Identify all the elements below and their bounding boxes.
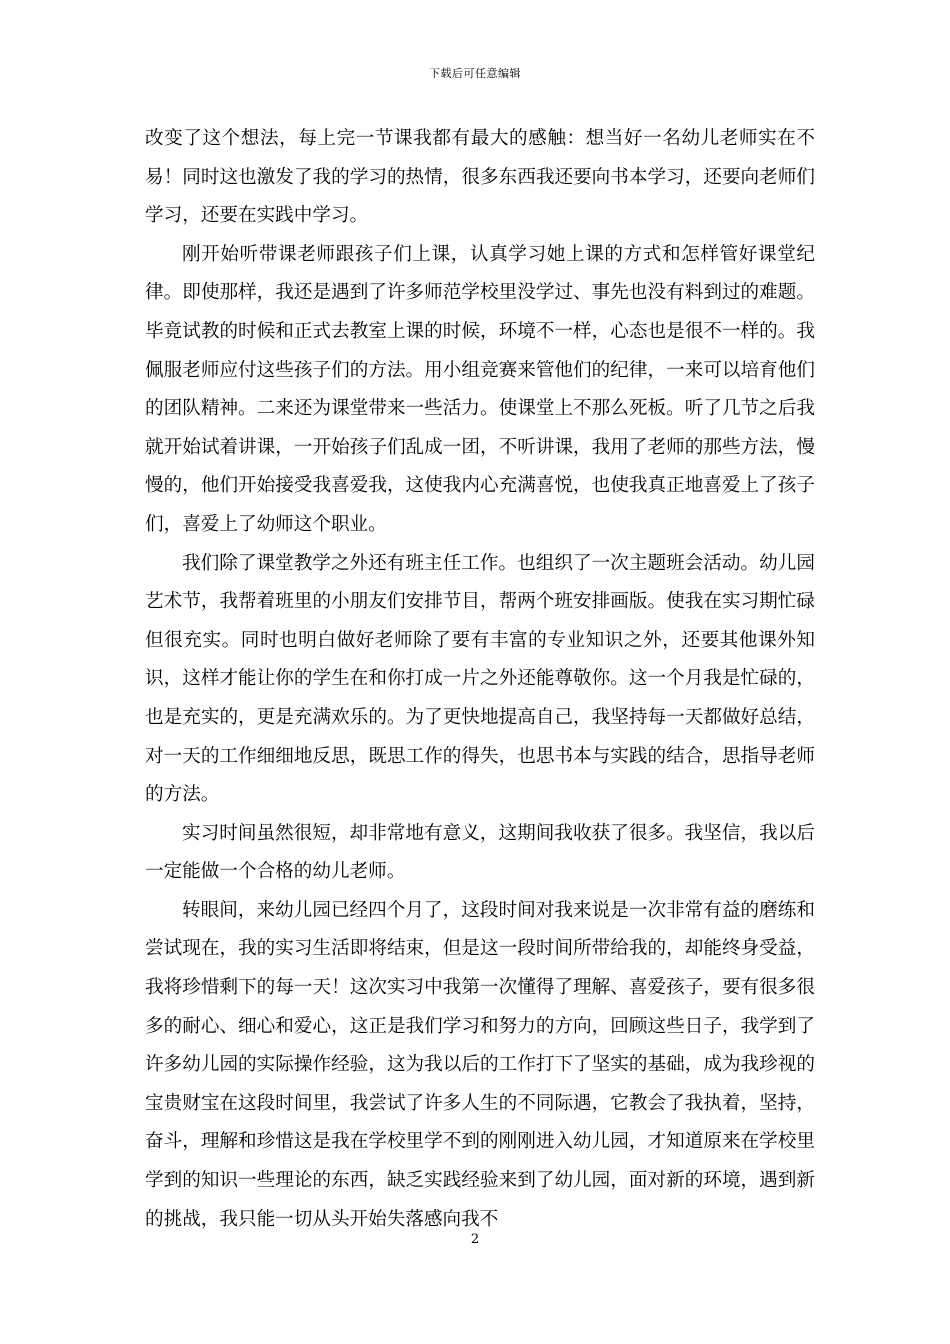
paragraph: 转眼间，来幼儿园已经四个月了，这段时间对我来说是一次非常有益的磨练和尝试现在，我的实习生活即将结束，但是这一段时间所带给我的，却能终身受益，我将珍惜剩下的每一天！这次实习中我第一次懂得了理解、喜爱孩子，要有很多很多的耐心、细心和爱心，这正是我们学习和努力的方向，回顾这些日子，我学到了许多幼儿园的实际操作经验，这为我以后的工作打下了坚实的基础，成为我珍视的宝贵财宝在这段时间里，我尝试了许多人生的不同际遇，它教会了我执着，坚持，奋斗，理解和珍惜这是我在学校里学不到的刚刚进入幼儿园，才知道原来在学校里学到的知识一些理论的东西，缺乏实践经验来到了幼儿园，面对新的环境，遇到新的挑战，我只能一切从头开始失落感向我不 (145, 899, 815, 1230)
paragraph-continued: 改变了这个想法，每上完一节课我都有最大的感触：想当好一名幼儿老师实在不易！同时这也激发了我的学习的热情，很多东西我还要向书本学习，还要向老师们学习，还要在实践中学习。 (145, 128, 815, 227)
page-number: 2 (470, 1232, 480, 1247)
paragraph: 实习时间虽然很短，却非常地有意义，这期间我收获了很多。我坚信，我以后一定能做一个合格的幼儿老师。 (145, 822, 815, 883)
page-header: 下载后可任意编辑 (429, 67, 521, 80)
paragraph: 我们除了课堂教学之外还有班主任工作。也组织了一次主题班会活动。幼儿园艺术节，我帮着班里的小朋友们安排节目，帮两个班安排画版。使我在实习期忙碌但很充实。同时也明白做好老师除了要有丰富的专业知识之外，还要其他课外知识，这样才能让你的学生在和你打成一片之外还能尊敬你。这一个月我是忙碌的，也是充实的，更是充满欢乐的。为了更快地提高自己，我坚持每一天都做好总结，对一天的工作细细地反思，既思工作的得失，也思书本与实践的结合，思指导老师的方法。 (145, 552, 815, 806)
paragraph: 刚开始听带课老师跟孩子们上课，认真学习她上课的方式和怎样管好课堂纪律。即使那样，我还是遇到了许多师范学校里没学过、事先也没有料到过的难题。毕竟试教的时候和正式去教室上课的时候，环境不一样，心态也是很不一样的。我佩服老师应付这些孩子们的方法。用小组竞赛来管他们的纪律，一来可以培育他们的团队精神。二来还为课堂带来一些活力。使课堂上不那么死板。听了几节之后我就开始试着讲课，一开始孩子们乱成一团，不听讲课，我用了老师的那些方法，慢慢的，他们开始接受我喜爱我，这使我内心充满喜悦，也使我真正地喜爱上了孩子们，喜爱上了幼师这个职业。 (145, 243, 815, 535)
document-body (145, 120, 815, 1239)
